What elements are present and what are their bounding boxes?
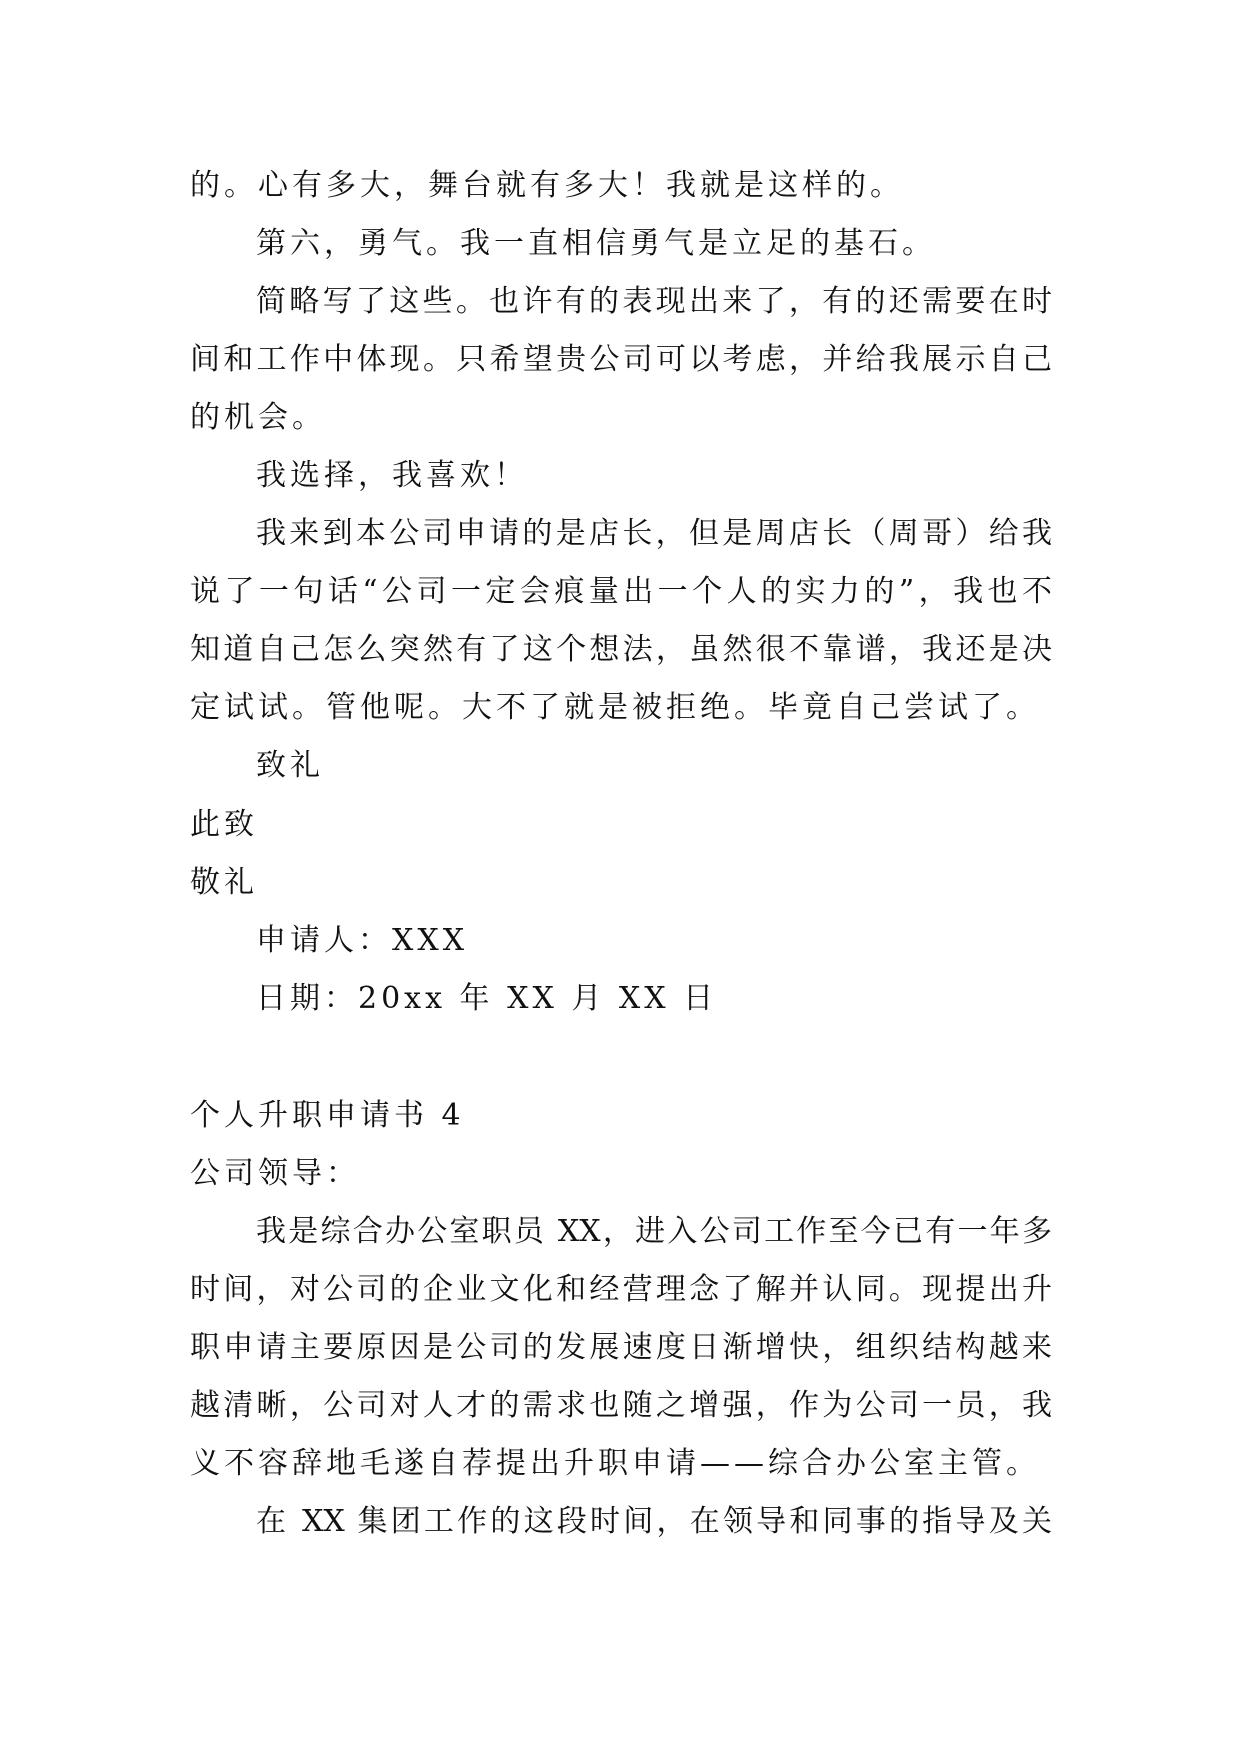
paragraph-line: 在 XX 集团工作的这段时间，在领导和同事的指导及关 (256, 1504, 1052, 1539)
applicant-line: 申请人：XXX (256, 923, 469, 958)
paragraph-line: 我选择，我喜欢！ (256, 458, 528, 493)
paragraph-line: 我来到本公司申请的是店长，但是周店长（周哥）给我 (256, 516, 1052, 551)
paragraph-line: 义不容辞地毛遂自荐提出升职申请——综合办公室主管。 (190, 1446, 1040, 1481)
paragraph-line: 职申请主要原因是公司的发展速度日渐增快，组织结构越来 (190, 1330, 1052, 1365)
paragraph-line: 的机会。 (190, 400, 326, 435)
paragraph-line: 的。心有多大，舞台就有多大！我就是这样的。 (190, 168, 904, 203)
date-line: 日期：20xx 年 XX 月 XX 日 (256, 981, 718, 1016)
paragraph-line: 我是综合办公室职员 XX，进入公司工作至今已有一年多 (256, 1214, 1052, 1249)
paragraph-line: 定试试。管他呢。大不了就是被拒绝。毕竟自己尝试了。 (190, 690, 1040, 725)
closing-line: 此致 (190, 807, 258, 842)
paragraph-line: 简略写了这些。也许有的表现出来了，有的还需要在时 (256, 284, 1052, 319)
paragraph-line: 时间，对公司的企业文化和经营理念了解并认同。现提出升 (190, 1272, 1052, 1307)
paragraph-line: 越清晰，公司对人才的需求也随之增强，作为公司一员，我 (190, 1388, 1052, 1423)
paragraph-line: 说了一句话“公司一定会痕量出一个人的实力的”，我也不 (190, 574, 1052, 609)
section-title: 个人升职申请书 4 (190, 1098, 465, 1133)
salutation: 公司领导： (190, 1156, 360, 1191)
closing-line: 致礼 (256, 748, 324, 783)
closing-line: 敬礼 (190, 865, 258, 900)
paragraph-line: 知道自己怎么突然有了这个想法，虽然很不靠谱，我还是决 (190, 632, 1052, 667)
paragraph-line: 第六，勇气。我一直相信勇气是立足的基石。 (256, 226, 936, 261)
paragraph-line: 间和工作中体现。只希望贵公司可以考虑，并给我展示自己 (190, 342, 1052, 377)
